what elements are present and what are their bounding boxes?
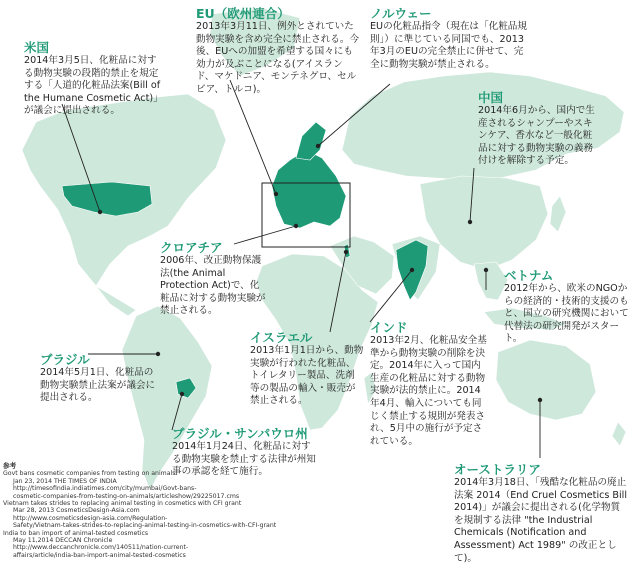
central-america xyxy=(96,286,136,316)
reference-link[interactable]: http://www.deccanchronicle.com/140511/nation-current- xyxy=(13,544,189,552)
annotation-body: 2012年から、欧米のNGOからの経済的・技術的支援のもと、国立の研究機関において代替法の研究開発がスタート。 xyxy=(504,283,629,345)
new-zealand xyxy=(612,422,626,446)
annotation-title: クロアチア xyxy=(160,240,223,255)
annotation-croatia xyxy=(160,240,266,318)
reference-link[interactable]: cosmetic-companies-from-testing-on-animals/articleshow/29225017.cms xyxy=(13,492,240,500)
reference-link[interactable]: http://timesofindia.indiatimes.com/city/mumbai/Govt-bans- xyxy=(13,485,197,493)
reference-line: Govt bans cosmetic companies from testing on animals xyxy=(3,470,176,478)
annotation-body: 2006年、改正動物保護法(the Animal Protection Act)で、化粧品に対する動物実験が禁止される。 xyxy=(160,255,266,317)
annotation-title: イスラエル xyxy=(250,330,313,345)
annotation-body: EUの化粧品指令（現在は「化粧品規則」）に準じている同国でも、2013年3月のEUの完全禁止に併せて、完全に動物実験が禁止される。 xyxy=(370,21,527,70)
annotation-norway xyxy=(370,6,530,71)
reference-line: Jan 23, 2014 THE TIMES OF INDIA xyxy=(13,477,117,485)
annotation-body: 2013年3月11日、例外とされていた動物実験を含め完全に禁止される。今後、EUへの加盟を希望する国々にも効力が及ぶことになる(アイスランド、マケドニア、モンテネグロ、セルビア、トルコ)。 xyxy=(196,21,360,95)
southeast-asia xyxy=(474,262,508,300)
annotation-body: 2014年3月5日、化粧品に対する動物実験の段階的禁止を規定する「人道的化粧品法案(Bill of the Humane Cosmetic Act)」が議会に提出される。 xyxy=(24,55,163,117)
reference-line: India to ban import of animal-tested cosmetics xyxy=(3,529,149,537)
scandinavia-region xyxy=(296,122,326,160)
annotation-title: EU（欧州連合） xyxy=(196,6,290,21)
east-asia xyxy=(420,176,548,270)
annotation-title: 中国 xyxy=(478,90,504,105)
annotation-title: ノルウェー xyxy=(370,6,432,21)
annotation-title: ベトナム xyxy=(504,268,554,283)
references-heading: 参考 xyxy=(3,462,17,470)
reference-link[interactable]: http://www.cosmeticsdesign-asia.com/Regulation- xyxy=(13,514,168,522)
annotation-eu xyxy=(196,6,360,97)
annotation-usa xyxy=(24,40,164,118)
annotation-title: ブラジル xyxy=(40,352,90,367)
annotation-brazil xyxy=(40,352,158,405)
references xyxy=(3,463,303,559)
reference-link[interactable]: affairs/article/india-ban-import-animal-tested-cosmetics xyxy=(13,551,186,559)
europe-region xyxy=(272,150,346,228)
reference-line: May 11,2014 DECCAN Chronicle xyxy=(13,537,113,545)
annotation-title: 米国 xyxy=(24,40,50,55)
annotation-china xyxy=(478,90,598,168)
annotation-body: 2013年1月1日から、動物実験が行われた化粧品、トイレタリー製品、洗剤等の製品の輸入・販売が禁止される。 xyxy=(250,345,364,407)
reference-line: Mar 28, 2013 CosmeticsDesign-Asia.com xyxy=(13,507,140,515)
annotation-body: 2014年1月24日、化粧品に対する動物実験を禁止する法律が州知事の承認を経て施行。 xyxy=(172,441,316,478)
annotation-israel xyxy=(250,330,364,408)
japan xyxy=(550,196,566,232)
annotation-title: ブラジル・サンパウロ州 xyxy=(172,426,308,441)
annotation-title: オーストラリア xyxy=(454,462,541,477)
annotation-australia xyxy=(454,462,628,565)
annotation-body: 2014年6月から、国内で生産されるシャンプーやスキンケア、香水など一般化粧品に対する動物実験の義務付けを解除する予定。 xyxy=(478,105,595,167)
annotation-title: インド xyxy=(370,320,408,335)
annotation-body: 2013年2月、化粧品安全基準から動物実験の削除を決定。2014年に入って国内生産の化粧品に対する動物実験が法的禁止に。2014年4月、輸入についても同じく禁止する規則が発表され、5月中の施行が予定されている。 xyxy=(370,335,487,447)
annotation-vietnam xyxy=(504,268,630,346)
australia xyxy=(496,340,596,420)
annotation-india xyxy=(370,320,488,448)
reference-link[interactable]: Safety/Vietnam-takes-strides-to-replacing-animal-testing-in-cosmetics-with-CFI-grant xyxy=(13,522,277,530)
reference-line: Vietnam takes strides to replacing animal testing in cosmetics with CFI grant xyxy=(3,500,242,508)
annotation-body: 2014年5月1日、化粧品の動物実験禁止法案が議会に提出される。 xyxy=(40,367,156,404)
annotation-body: 2014年3月18日、「残酷な化粧品の廃止法案 2014（End Cruel Cosmetics Bill 2014)」が議会に提出される(化学物質を規制する法律 "the Industrial Chemicals (Notification and Assessment) Act 1989" の改正として)。 xyxy=(454,477,628,564)
